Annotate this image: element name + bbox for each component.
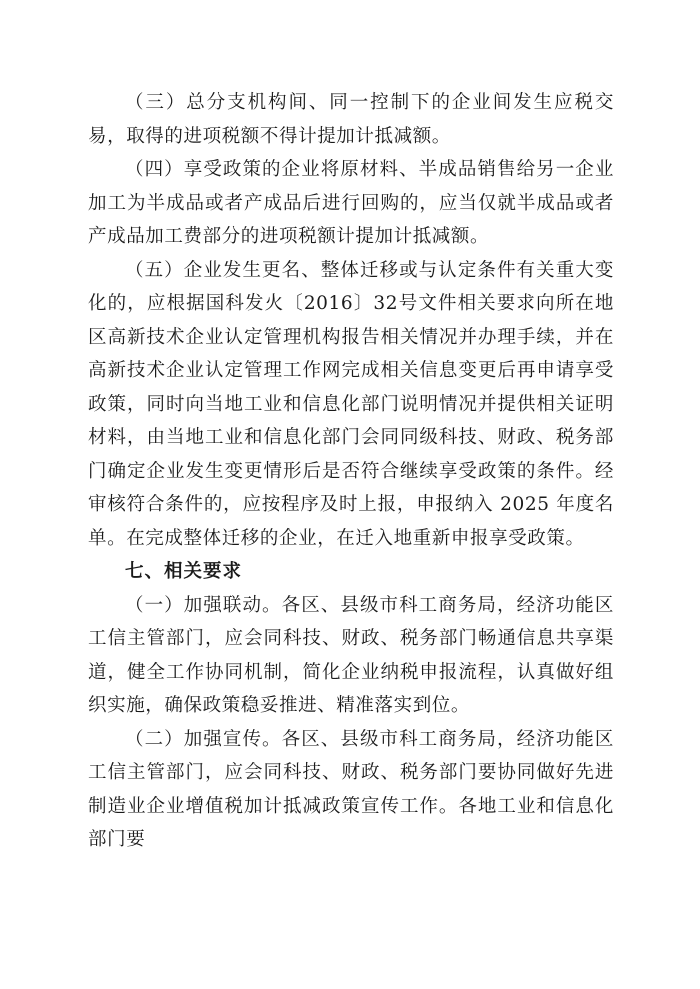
paragraph-item-3: （三）总分支机构间、同一控制下的企业间发生应税交易，取得的进项税额不得计提加计抵减额。 (88, 92, 614, 147)
requirement-item-2: （二）加强宣传。各区、县级市科工商务局，经济功能区工信主管部门，应会同科技、财政、税务部门要协同做好先进制造业企业增值税加计抵减政策宣传工作。各地工业和信息化部门要 (88, 728, 614, 850)
paragraph-item-5: （五）企业发生更名、整体迁移或与认定条件有关重大变化的，应根据国科发火〔2016〕32号文件相关要求向所在地区高新技术企业认定管理机构报告相关情况并办理手续，并在高新技术企业认定管理工作网完成相关信息变更后再申请享受政策，同时向当地工业和信息化部门说明情况并提供相关证明材料，由当地工业和信息化部门会同同级科技、财政、税务部门确定企业发生变更情形后是否符合继续享受政策的条件。经审核符合条件的，应按程序及时上报，申报纳入 2025 年度名单。在完成整体迁移的企业，在迁入地重新申报享受政策。 (88, 259, 614, 549)
section-heading: 七、相关要求 (125, 561, 243, 582)
paragraph-item-4: （四）享受政策的企业将原材料、半成品销售给另一企业加工为半成品或者产成品后进行回购的，应当仅就半成品或者产成品加工费部分的进项税额计提加计抵减额。 (88, 159, 614, 247)
document-body (88, 86, 614, 857)
requirement-item-1: （一）加强联动。各区、县级市科工商务局，经济功能区工信主管部门，应会同科技、财政、税务部门畅通信息共享渠道，健全工作协同机制，简化企业纳税申报流程，认真做好组织实施，确保政策稳妥推进、精准落实到位。 (88, 594, 614, 716)
